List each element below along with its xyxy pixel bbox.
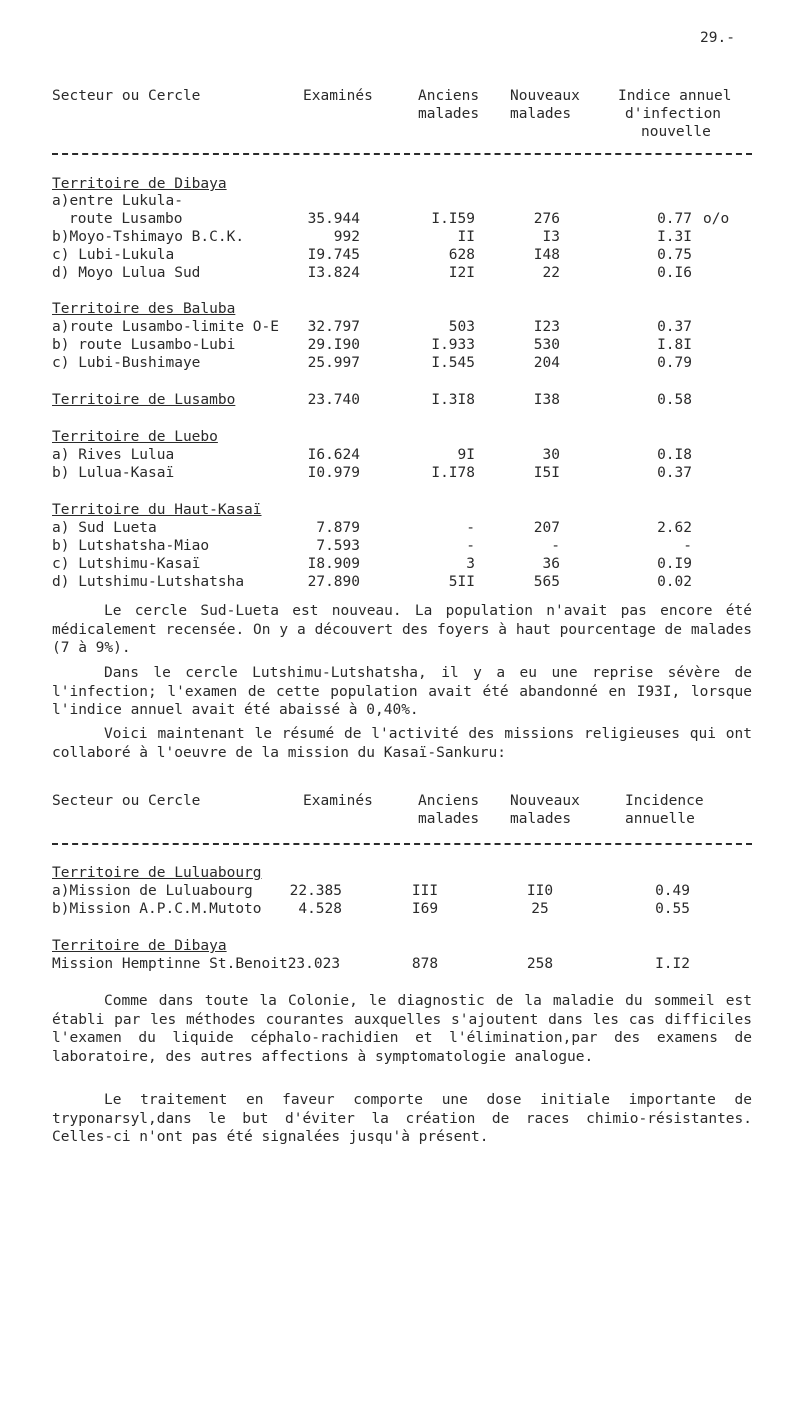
cell-index: 0.I6: [657, 265, 692, 281]
row-label: d) Moyo Lulua Sud: [52, 265, 201, 281]
cell-examined: I9.745: [307, 247, 360, 263]
row-label: b)Moyo-Tshimayo B.C.K.: [52, 229, 245, 245]
group-title: Territoire des Baluba: [52, 301, 236, 317]
row-label: b)Mission A.P.C.M.Mutoto: [52, 901, 262, 917]
cell-examined: I6.624: [307, 447, 360, 463]
header-old-1: Anciens: [418, 88, 480, 104]
cell-new: 204: [533, 355, 560, 371]
cell-new: I3: [542, 229, 560, 245]
cell-examined: I0.979: [307, 465, 360, 481]
cell-incidence: 0.55: [655, 901, 690, 917]
cell-new: I23: [533, 319, 560, 335]
cell-old: I.545: [431, 355, 475, 371]
cell-examined: 35.944: [307, 211, 360, 227]
group-title: Territoire de Dibaya: [52, 938, 227, 954]
cell-examined: 7.879: [316, 520, 360, 536]
cell-new: 207: [533, 520, 560, 536]
header-new-1: Nouveaux: [510, 88, 580, 104]
cell-new: II0: [526, 883, 554, 899]
row-label: a) Rives Lulua: [52, 447, 175, 463]
header-old-1: Anciens: [418, 793, 480, 809]
page-number: 29.-: [700, 30, 735, 46]
cell-index: -: [683, 538, 692, 554]
paragraph: Comme dans toute la Colonie, le diagnostic de la maladie du sommeil est établi par les méthodes courantes auxquelles s'ajoutent dans les cas difficiles l'examen du liquide céphalo-rachidien et l'élimination,par des examens de laboratoire, des autres affections à symptomatologie analogue.: [52, 993, 752, 1065]
cell-examined: 27.890: [307, 574, 360, 590]
header-index-2: d'infection: [625, 106, 722, 122]
header-sector: Secteur ou Cercle: [52, 793, 201, 809]
cell-examined: 992: [333, 229, 360, 245]
cell-examined: 29.I90: [307, 337, 360, 353]
row-label: b) Lulua-Kasaï: [52, 465, 175, 481]
cell-index: I.3I: [657, 229, 692, 245]
cell-index: 0.77: [657, 211, 692, 227]
cell-index: 0.58: [657, 392, 692, 408]
header-divider: [52, 153, 752, 155]
header-new-2: malades: [510, 811, 572, 827]
cell-examined: 7.593: [316, 538, 360, 554]
cell-new: 276: [533, 211, 560, 227]
cell-index: I.8I: [657, 337, 692, 353]
paragraph: Voici maintenant le résumé de l'activité des missions religieuses qui ont collaboré à l'oeuvre de la mission du Kasaï-Sankuru:: [52, 726, 752, 761]
cell-old: I.3I8: [431, 392, 475, 408]
cell-examined: 22.385: [289, 883, 342, 899]
cell-new: I48: [533, 247, 560, 263]
cell-index: 0.I8: [657, 447, 692, 463]
row-label: b) route Lusambo-Lubi: [52, 337, 236, 353]
cell-new: -: [551, 538, 560, 554]
cell-new: I38: [533, 392, 560, 408]
cell-examined: 23.740: [307, 392, 360, 408]
cell-old: 3: [466, 556, 475, 572]
cell-old: -: [466, 520, 475, 536]
cell-index: 0.75: [657, 247, 692, 263]
group-title: Territoire du Haut-Kasaï: [52, 502, 262, 518]
cell-old: I.933: [431, 337, 475, 353]
cell-old: -: [466, 538, 475, 554]
header-old-2: malades: [418, 106, 480, 122]
header-old-2: malades: [418, 811, 480, 827]
cell-old: 9I: [457, 447, 475, 463]
group-title: Territoire de Lusambo: [52, 392, 236, 408]
cell-incidence: 0.49: [655, 883, 690, 899]
group-title: Territoire de Luebo: [52, 429, 218, 445]
header-examined: Examinés: [303, 88, 373, 104]
paragraph: Le cercle Sud-Lueta est nouveau. La population n'avait pas encore été médicalement recensée. On y a découvert des foyers à haut pourcentage de malades (7 à 9%).: [52, 603, 752, 656]
cell-old: III: [411, 883, 439, 899]
row-label: c) Lutshimu-Kasaï: [52, 556, 201, 572]
cell-new: I5I: [533, 465, 560, 481]
header-new-2: malades: [510, 106, 572, 122]
cell-old: 628: [448, 247, 475, 263]
cell-old: I69: [411, 901, 439, 917]
cell-new: 30: [542, 447, 560, 463]
cell-new: 22: [542, 265, 560, 281]
cell-examined: I3.824: [307, 265, 360, 281]
cell-new: 565: [533, 574, 560, 590]
header-divider: [52, 843, 752, 845]
cell-unit: o/o: [703, 211, 730, 227]
paragraph: Dans le cercle Lutshimu-Lutshatsha, il y a eu une reprise sévère de l'infection; l'examen de cette population avait été abandonné en I93I, lorsque l'indice annuel avait été abaissé à 0,40%.: [52, 665, 752, 718]
group-title: Territoire de Luluabourg: [52, 865, 262, 881]
header-inc-1: Incidence: [625, 793, 704, 809]
header-index-3: nouvelle: [641, 124, 711, 140]
header-index-1: Indice annuel: [618, 88, 732, 104]
cell-examined: 25.997: [307, 355, 360, 371]
row-label: c) Lubi-Bushimaye: [52, 355, 201, 371]
cell-old: I.I78: [431, 465, 475, 481]
cell-new: 36: [542, 556, 560, 572]
row-label-cont: route Lusambo: [69, 211, 183, 227]
cell-incidence: I.I2: [655, 956, 690, 972]
cell-index: 0.37: [657, 319, 692, 335]
row-label: a) Sud Lueta: [52, 520, 157, 536]
header-sector: Secteur ou Cercle: [52, 88, 201, 104]
row-label: b) Lutshatsha-Miao: [52, 538, 210, 554]
cell-old: I2I: [448, 265, 475, 281]
cell-old: II: [457, 229, 475, 245]
row-label: c) Lubi-Lukula: [52, 247, 175, 263]
row-label: d) Lutshimu-Lutshatsha: [52, 574, 245, 590]
cell-old: 503: [448, 319, 475, 335]
cell-new: 25: [531, 901, 549, 917]
cell-new: 530: [533, 337, 560, 353]
group-title: Territoire de Dibaya: [52, 176, 227, 192]
cell-index: 0.I9: [657, 556, 692, 572]
cell-old: 5II: [448, 574, 475, 590]
header-new-1: Nouveaux: [510, 793, 580, 809]
row-label: a)route Lusambo-limite O-E: [52, 319, 279, 335]
cell-examined: 32.797: [307, 319, 360, 335]
row-label-examined: Mission Hemptinne St.Benoit23.023: [52, 956, 341, 972]
paragraph: Le traitement en faveur comporte une dose initiale importante de tryponarsyl,dans le but d'éviter la création de races chimio-résistantes. Celles-ci n'ont pas été signalées jusqu'à présent.: [52, 1092, 752, 1145]
row-label: a)Mission de Luluabourg: [52, 883, 253, 899]
cell-index: 0.02: [657, 574, 692, 590]
cell-index: 0.79: [657, 355, 692, 371]
cell-new: 258: [526, 956, 554, 972]
header-examined: Examinés: [303, 793, 373, 809]
cell-old: I.I59: [431, 211, 475, 227]
cell-examined: 4.528: [298, 901, 342, 917]
cell-index: 2.62: [657, 520, 692, 536]
header-inc-2: annuelle: [625, 811, 695, 827]
cell-index: 0.37: [657, 465, 692, 481]
cell-old: 878: [411, 956, 439, 972]
cell-examined: I8.909: [307, 556, 360, 572]
row-label: a)entre Lukula-: [52, 193, 183, 209]
